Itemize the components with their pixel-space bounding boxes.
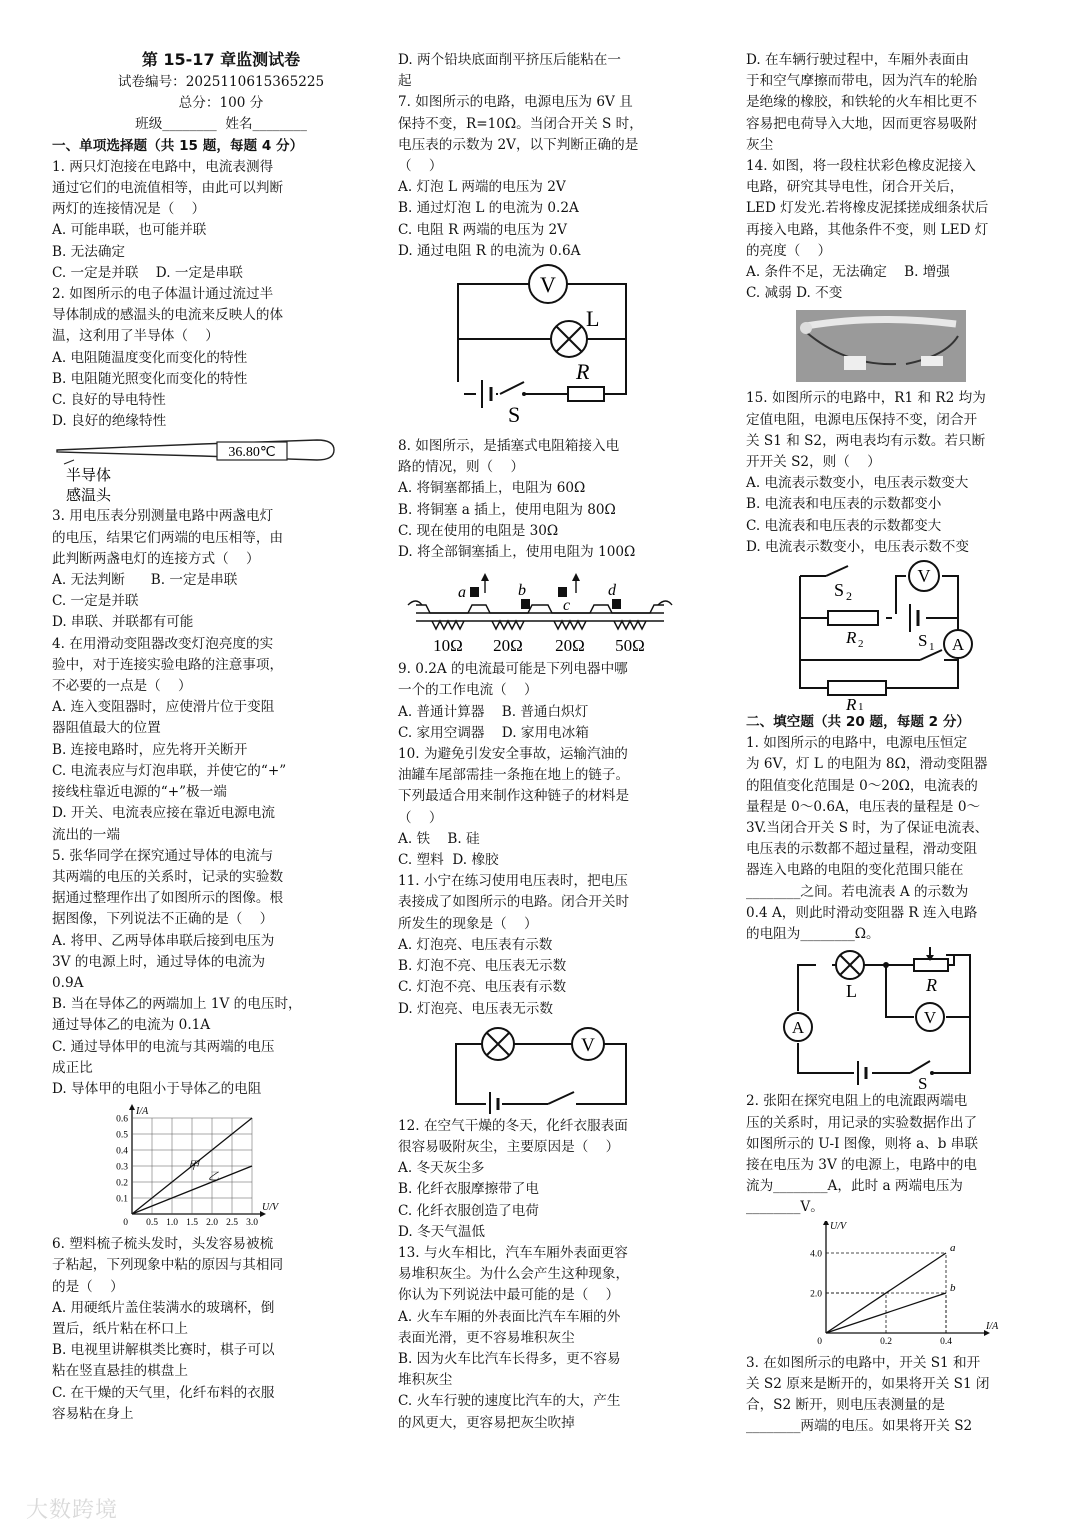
voltmeter-label: V <box>540 272 556 298</box>
q-line: 表接成了如图所示的电路。闭合开关时 <box>398 894 630 911</box>
q-line: 10. 为避免引发安全事故，运输汽油的 <box>398 746 628 763</box>
q-line: 5. 张华同学在探究通过导体的电流与 <box>52 847 274 864</box>
q-line: 量程是 0～0.6A，电压表的量程是 0～ <box>746 798 981 815</box>
x-tick-label: 1.5 <box>186 1218 198 1229</box>
circuit-q15 <box>746 560 1046 710</box>
column-3 <box>746 50 1046 1437</box>
question-5 <box>52 846 390 1100</box>
q-line: 起 <box>398 73 412 90</box>
q-line: C. 电流表应与灯泡串联，并使它的“+” <box>52 762 287 779</box>
paper-title: 第 15-17 章监测试卷 <box>141 50 301 69</box>
y-axis-label: I/A <box>136 1106 149 1118</box>
x-tick-label: 2.5 <box>226 1218 238 1229</box>
q-line: 3V.当闭合开关 S 时，为了保证电流表、 <box>746 820 989 837</box>
x-axis-label: U/V <box>262 1202 279 1214</box>
q-line: D. 冬天气温低 <box>398 1223 486 1240</box>
q-line: 1. 两只灯泡接在电路中，电流表测得 <box>52 158 274 175</box>
q-line: 一个的工作电流（ ） <box>398 682 538 699</box>
q-line: 表面光滑，更不容易堆积灰尘 <box>398 1329 575 1346</box>
iu-graph-chart <box>102 1102 302 1232</box>
total-score: 总分：100 分 <box>178 95 264 112</box>
q-line: 容易粘在身上 <box>52 1405 134 1422</box>
plug-b-icon <box>521 599 530 609</box>
ohm-label: 50Ω <box>615 636 645 656</box>
q-line: 保持不变，R=10Ω。当闭合开关 S 时， <box>398 115 643 132</box>
q-line: 不必要的一点是（ ） <box>52 678 192 695</box>
q-line: 接在电压为 3V 的电源上，电路中的电 <box>746 1156 978 1173</box>
q-line: 11. 小宁在练习使用电压表时，把电压 <box>398 873 628 890</box>
q-line: B. 电流表和电压表的示数都变小 <box>746 496 942 513</box>
q-line: 合，S2 断开，则电压表测量的是 <box>746 1396 946 1413</box>
q-line: 流为________A，此时 a 两端电压为 <box>746 1178 963 1195</box>
q-line: 的阻值变化范围是 0～20Ω，电流表的 <box>746 777 978 794</box>
q-line: A. 将甲、乙两导体串联后接到电压为 <box>52 932 275 949</box>
q-line: 7. 如图所示的电路，电源电压为 6V 且 <box>398 94 633 111</box>
switch-s2-label: S <box>834 580 845 601</box>
y-tick-label: 0.2 <box>116 1178 128 1189</box>
q-line: 接线柱靠近电源的“+”极一端 <box>52 784 227 801</box>
q-line: ________V。 <box>746 1199 824 1216</box>
q-line: B. 当在导体乙的两端加上 1V 的电压时， <box>52 996 302 1013</box>
q-line: C. 减弱 D. 不变 <box>746 285 843 302</box>
q-line: C. 塑料 D. 橡胶 <box>398 852 499 869</box>
exam-number: 试卷编号：2025110615365225 <box>117 74 325 90</box>
q-line: 油罐车尾部需挂一条拖在地上的链子。 <box>398 767 630 784</box>
q-line: B. 通过灯泡 L 的电流为 0.2A <box>398 200 579 217</box>
q-line: D. 导体甲的电阻小于导体乙的电阻 <box>52 1080 262 1097</box>
y-axis-arrow <box>129 1104 135 1110</box>
q-line: 于和空气摩擦而带电，因为汽车的轮胎 <box>746 73 978 90</box>
x-axis-label: I/A <box>986 1320 999 1332</box>
q-line: D. 在车辆行驶过程中，车厢外表面由 <box>746 52 969 68</box>
series-label: 乙 <box>208 1171 219 1184</box>
q-line: C. 火车行驶的速度比汽车的大，产生 <box>398 1393 621 1410</box>
ui-graph-chart <box>786 1221 1026 1351</box>
q-line: 此判断两盏电灯的连接方式（ ） <box>52 550 260 567</box>
q-line: 8. 如图所示，是插塞式电阻箱接入电 <box>398 438 620 455</box>
column-2 <box>398 50 728 1434</box>
q-line: D. 开关、电流表应接在靠近电源电流 <box>52 805 275 822</box>
q-line: C. 一定是并联 <box>52 593 139 610</box>
q-line: 再接入电路，其他条件不变，则 LED 灯 <box>746 221 989 238</box>
q-line: 1. 如图所示的电路中，电源电压恒定 <box>746 735 968 752</box>
q-line: 的风更大，更容易把灰尘吹掉 <box>398 1414 575 1431</box>
y-tick-label: 0.4 <box>116 1146 128 1157</box>
battery-icon <box>844 356 866 370</box>
q-line: 器阻值最大的位置 <box>52 720 161 737</box>
q-line: A. 电阻随温度变化而变化的特性 <box>52 349 248 366</box>
q-line: 的电压，结果它们两端的电压相等，由 <box>52 529 284 546</box>
q-line: 0.4 A，则此时滑动变阻器 R 连入电路 <box>746 904 978 921</box>
y-tick-label: 2.0 <box>810 1289 822 1300</box>
ammeter-label: A <box>791 1018 805 1038</box>
question-10 <box>398 744 728 871</box>
y-tick-label: 0.6 <box>116 1114 128 1125</box>
q-line: 器连入电路的电阻的变化范围只能在 <box>746 862 964 879</box>
circuit-q11 <box>398 1022 728 1114</box>
question-11 <box>398 871 728 1019</box>
q-line: 2. 张阳在探究电阻上的电流跟两端电 <box>746 1093 968 1110</box>
q-line: D. 两个铅块底面削平挤压后能粘在一 <box>398 52 621 68</box>
q-line: 通过它们的电流值相等，由此可以判断 <box>52 180 284 197</box>
fill-question-3 <box>746 1353 1046 1438</box>
thermometer-reading: 36.80℃ <box>228 445 276 461</box>
watermark: 大数跨境 <box>26 1498 119 1523</box>
q-line: A. 条件不足，无法确定 B. 增强 <box>746 264 950 281</box>
q-line: B. 连接电路时，应先将开关断开 <box>52 741 248 758</box>
q-line: C. 电流表和电压表的示数都变大 <box>746 517 942 534</box>
q-line: 定值电阻，电源电压保持不变，闭合开 <box>746 411 978 428</box>
q-line: B. 无法确定 <box>52 243 126 260</box>
question-13 <box>398 1243 728 1434</box>
q-line: 子粘起，下列现象中粘的原因与其相同 <box>52 1257 284 1274</box>
switch-label: S <box>508 402 521 428</box>
q-line: C. 现在使用的电阻是 30Ω <box>398 522 559 539</box>
q-line: B. 将铜塞 a 插上，使用电阻为 80Ω <box>398 501 616 518</box>
y-tick-label: 0.1 <box>116 1194 128 1205</box>
q-line: 容易把电荷导入大地，因而更容易吸附 <box>746 115 978 132</box>
q-line: A. 将铜塞都插上，电阻为 60Ω <box>398 480 586 497</box>
plug-a-label: a <box>458 584 466 602</box>
q-line: 的亮度（ ） <box>746 242 832 259</box>
resistor-icon <box>568 387 604 401</box>
q-line: B. 化纤衣服摩擦带了电 <box>398 1181 539 1198</box>
q-line: C. 一定是并联 D. 一定是串联 <box>52 264 243 281</box>
q-line: A. 灯泡亮、电压表有示数 <box>398 936 553 953</box>
q-line: C. 灯泡不亮、电压表有示数 <box>398 979 567 996</box>
y-tick-label: 4.0 <box>810 1249 822 1260</box>
q-line: 关 S2 原来是断开的，如果将开关 S1 闭 <box>746 1375 990 1392</box>
question-4 <box>52 634 390 846</box>
x-tick-label: 0.5 <box>146 1218 158 1229</box>
q-line: 3. 在如图所示的电路中，开关 S1 和开 <box>746 1354 981 1371</box>
resistor-r2-icon <box>828 611 878 625</box>
q-line: B. 电视里讲解棋类比赛时，棋子可以 <box>52 1342 275 1359</box>
q-line: 验中，对于连接实验电路的注意事项， <box>52 656 284 673</box>
question-2 <box>52 284 390 432</box>
series-label: a <box>950 1241 956 1254</box>
thermo-label-2: 感温头 <box>66 488 112 505</box>
q-line: 置后，纸片粘在杯口上 <box>52 1320 188 1337</box>
q-line: （ ） <box>398 809 443 826</box>
q-line: 压的关系时，用记录的实验数据作出了 <box>746 1114 978 1131</box>
q-line: A. 铁 B. 硅 <box>398 830 480 847</box>
switch-icon <box>910 1061 930 1073</box>
q-line: 所发生的现象是（ ） <box>398 915 538 932</box>
x-tick-label: 0.4 <box>940 1336 952 1347</box>
q-line: 是绝缘的橡胶，和铁轮的火车相比更不 <box>746 94 978 111</box>
rheostat-label: R <box>926 975 937 996</box>
plug-d-icon <box>612 599 621 609</box>
class-name-line: 班级________ 姓名________ <box>135 116 307 133</box>
circuit-q7 <box>398 264 728 434</box>
q-line: 你认为下列说法中最可能的是（ ） <box>398 1287 620 1304</box>
plug-c-icon <box>558 587 567 597</box>
q-line: 4. 在用滑动变阻器改变灯泡亮度的实 <box>52 635 274 652</box>
q-line: 两灯的连接情况是（ ） <box>52 201 206 218</box>
origin-label: 0 <box>817 1336 822 1347</box>
q-line: ________两端的电压。如果将开关 S2 <box>746 1418 973 1435</box>
x-tick-label: 0.2 <box>880 1336 892 1347</box>
question-12 <box>398 1116 728 1243</box>
y-axis-arrow <box>823 1221 829 1225</box>
question-3 <box>52 506 390 633</box>
ohm-label: 20Ω <box>493 636 523 656</box>
resistor-r1-label: R <box>846 695 857 711</box>
led-icon <box>921 356 943 366</box>
resistor-r2-label: R <box>846 628 857 648</box>
series-label: 甲 <box>188 1159 199 1172</box>
lamp-label: L <box>586 306 600 332</box>
voltmeter-label: V <box>581 1034 595 1056</box>
q-line: D. 通过电阻 R 的电流为 0.6A <box>398 242 581 259</box>
q-line: 9. 0.2A 的电流最可能是下列电器中哪 <box>398 661 628 678</box>
q-line: C. 良好的导电特性 <box>52 392 166 409</box>
q-line: 其两端的电压的关系时，记录的实验数 <box>52 868 284 885</box>
x-tick-label: 2.0 <box>206 1218 218 1229</box>
lamp-label: L <box>846 981 857 1002</box>
q-line: A. 灯泡 L 两端的电压为 2V <box>398 179 566 196</box>
q-line: 2. 如图所示的电子体温计通过流过半 <box>52 286 274 303</box>
resistor-r2-subscript: 2 <box>858 638 864 651</box>
q-line: 0.9A <box>52 974 84 991</box>
ohm-label: 10Ω <box>433 636 463 656</box>
question-6 <box>52 1234 390 1425</box>
q-line: D. 电流表示数变小，电压表示数不变 <box>746 538 969 555</box>
q-line: B. 因为火车比汽车长得多，更不容易 <box>398 1350 621 1367</box>
circuit-fill-1 <box>746 947 1046 1089</box>
q-line: A. 用硬纸片盖住装满水的玻璃杯，倒 <box>52 1299 275 1316</box>
column-1 <box>52 50 390 1425</box>
q-line: 灰尘 <box>746 136 774 153</box>
q-line: A. 可能串联，也可能并联 <box>52 222 207 239</box>
switch-s1-subscript: 1 <box>929 641 935 654</box>
q-line: C. 通过导体甲的电流与其两端的电压 <box>52 1038 275 1055</box>
q-line: A. 电流表示数变小，电压表示数变大 <box>746 475 969 492</box>
q-line: D. 灯泡亮、电压表无示数 <box>398 1000 553 1017</box>
rheostat-icon <box>914 959 948 971</box>
question-1 <box>52 157 390 284</box>
q-line: 路的情况，则（ ） <box>398 459 525 476</box>
q-line: 为 6V，灯 L 的电阻为 8Ω，滑动变阻器 <box>746 756 988 773</box>
q-line: A. 普通计算器 B. 普通白炽灯 <box>398 703 589 720</box>
q-line: 13. 与火车相比，汽车车厢外表面更容 <box>398 1244 628 1261</box>
q-line: 导体制成的感温头的电流来反映人的体 <box>52 307 284 324</box>
q-line: B. 电阻随光照变化而变化的特性 <box>52 370 248 387</box>
q-line: LED 灯发光.若将橡皮泥揉搓成细条状后 <box>746 200 989 217</box>
thermometer-figure <box>52 434 342 504</box>
battery-gap <box>476 386 496 404</box>
section-1-title: 一、单项选择题（共 15 题，每题 4 分） <box>52 137 304 154</box>
q-line: 3V 的电源上时，通过导体的电流为 <box>52 953 266 970</box>
q-line: 粘在竖直悬挂的棋盘上 <box>52 1363 188 1380</box>
q-line: 关 S1 和 S2，两电表均有示数。若只断 <box>746 432 986 449</box>
question-9 <box>398 659 728 744</box>
q-line: 开开关 S2，则（ ） <box>746 454 881 471</box>
q-line: ________之间。若电流表 A 的示数为 <box>746 883 969 900</box>
resistor-r1-icon <box>828 681 886 695</box>
q-line: 温，这利用了半导体（ ） <box>52 328 219 345</box>
q-line: D. 串联、并联都有可能 <box>52 614 194 631</box>
q-line: D. 良好的绝缘特性 <box>52 413 167 430</box>
origin-label: 0 <box>123 1218 128 1229</box>
q-line: 堆积灰尘 <box>398 1372 453 1389</box>
ohm-label: 20Ω <box>555 636 585 656</box>
ammeter-label: A <box>951 635 965 655</box>
plug-c-label: c <box>563 597 571 615</box>
resistor-label: R <box>576 359 590 385</box>
q-line: 通过导体乙的电流为 0.1A <box>52 1017 211 1034</box>
q-line: 如图所示的 U-I 图像，则将 a、b 串联 <box>746 1135 978 1152</box>
q-line: 很容易吸附灰尘，主要原因是（ ） <box>398 1138 620 1155</box>
series-label: b <box>950 1281 956 1294</box>
q-line: A. 无法判断 B. 一定是串联 <box>52 572 238 589</box>
question-7 <box>398 92 728 262</box>
plug-b-label: b <box>518 582 526 600</box>
q-line: 的是（ ） <box>52 1278 124 1295</box>
thermo-label-1: 半导体 <box>66 468 112 485</box>
q-line: 14. 如图，将一段柱状彩色橡皮泥接入 <box>746 158 976 175</box>
y-tick-label: 0.5 <box>116 1130 128 1141</box>
q-line: 15. 如图所示的电路中，R1 和 R2 均为 <box>746 390 986 407</box>
y-axis-label: U/V <box>830 1220 847 1232</box>
q-line: 电路，研究其导电性，闭合开关后， <box>746 179 964 196</box>
switch-s2-subscript: 2 <box>846 589 852 604</box>
q-line: D. 将全部铜塞插上，使用电阻为 100Ω <box>398 544 636 561</box>
q-line: 12. 在空气干燥的冬天，化纤衣服表面 <box>398 1117 628 1134</box>
y-tick-label: 0.3 <box>116 1162 128 1173</box>
q-line: A. 火车车厢的外表面比汽车车厢的外 <box>398 1308 621 1325</box>
q-line: A. 冬天灰尘多 <box>398 1160 485 1177</box>
q-line: 流出的一端 <box>52 826 120 843</box>
q-line: 6. 塑料梳子梳头发时，头发容易被梳 <box>52 1236 274 1253</box>
switch-s1-label: S <box>918 631 928 651</box>
q-line: A. 连入变阻器时，应使滑片位于变阻 <box>52 699 275 716</box>
q-line: 易堆积灰尘。为什么会产生这种现象， <box>398 1266 630 1283</box>
x-tick-label: 1.0 <box>166 1218 178 1229</box>
x-tick-label: 3.0 <box>246 1218 258 1229</box>
section-2-title: 二、填空题（共 20 题，每题 2 分） <box>746 714 971 731</box>
q-line: 3. 用电压表分别测量电路中两盏电灯 <box>52 508 274 525</box>
voltmeter-label: V <box>923 1008 937 1028</box>
plug-d-label: d <box>608 582 616 600</box>
q-line: 成正比 <box>52 1059 93 1076</box>
q-line: C. 家用空调器 D. 家用电冰箱 <box>398 724 589 741</box>
q-line: 电压表的示数为 2V，以下判断正确的是 <box>398 136 639 153</box>
q-line: （ ） <box>398 158 443 175</box>
q-line: 电压表的示数都不超过量程，滑动变阻 <box>746 841 978 858</box>
resistance-box-figure <box>398 565 728 657</box>
fill-question-2 <box>746 1091 1046 1218</box>
q-line: B. 灯泡不亮、电压表无示数 <box>398 958 567 975</box>
switch-label: S <box>918 1074 928 1090</box>
plasticine-photo <box>746 306 1046 386</box>
resistor-r1-subscript: 1 <box>858 701 864 711</box>
question-8 <box>398 436 728 563</box>
voltmeter-label: V <box>917 566 931 587</box>
q-line: 下列最适合用来制作这种链子的材料是 <box>398 788 630 805</box>
q-line: C. 化纤衣服创造了电荷 <box>398 1202 539 1219</box>
q-line: C. 在干燥的天气里，化纤布料的衣服 <box>52 1384 275 1401</box>
q-line: C. 电阻 R 两端的电压为 2V <box>398 221 567 238</box>
question-15 <box>746 388 1046 558</box>
fill-question-1 <box>746 733 1046 945</box>
q-line: 据通过整理作出了如图所示的图像。根 <box>52 890 284 907</box>
q-line: 据图像，下列说法不正确的是（ ） <box>52 911 274 928</box>
question-14 <box>746 156 1046 304</box>
q-line: 的电阻为________Ω。 <box>746 926 880 943</box>
plug-a-icon <box>470 587 479 597</box>
